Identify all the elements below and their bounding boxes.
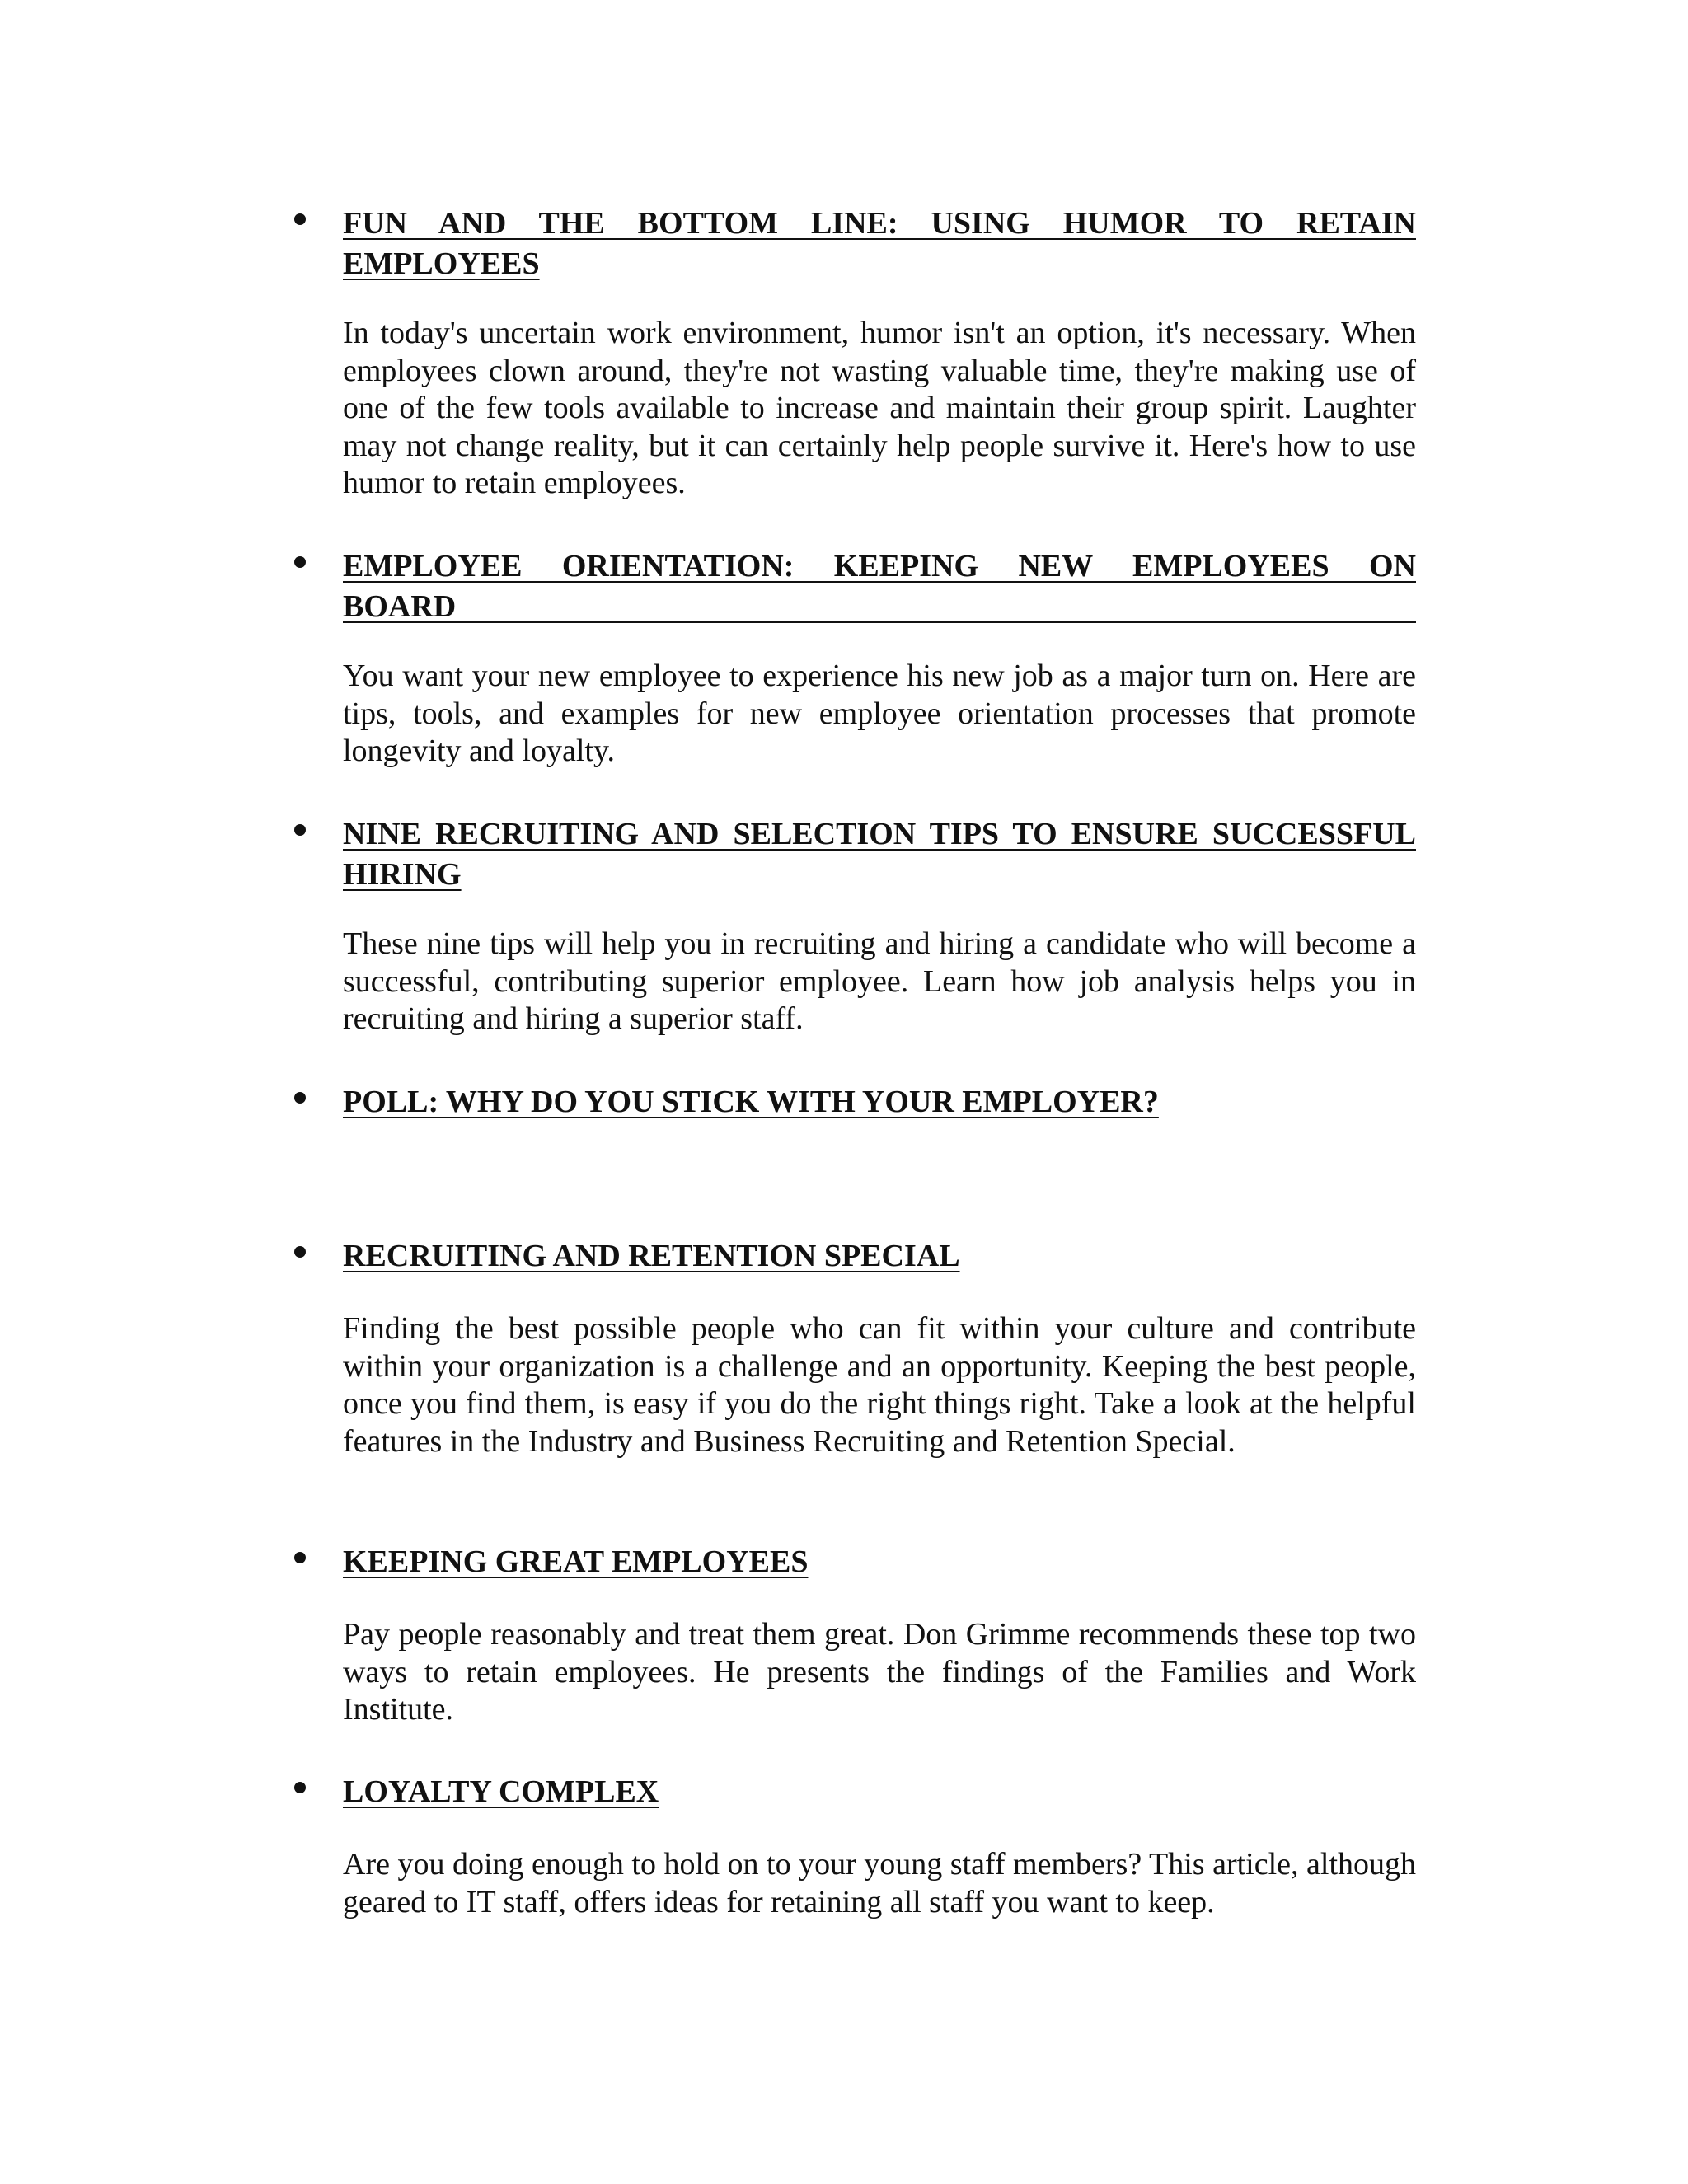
section-heading [343, 814, 1416, 895]
heading-line-1: LOYALTY COMPLEX [343, 1774, 659, 1809]
bullet-icon [294, 556, 306, 568]
heading-line-2: EMPLOYEES [343, 246, 540, 281]
heading-line-1: FUN AND THE BOTTOM LINE: USING HUMOR TO RETAIN [343, 206, 1416, 241]
heading-line-1: POLL: WHY DO YOU STICK WITH YOUR EMPLOYER? [343, 1085, 1159, 1119]
heading-line-2: HIRING [343, 857, 462, 892]
heading-line-1: EMPLOYEE ORIENTATION: KEEPING NEW EMPLOYEES ON [343, 549, 1416, 583]
bullet-icon [294, 1246, 306, 1258]
bullet-icon [294, 1552, 306, 1563]
heading-line-1: NINE RECRUITING AND SELECTION TIPS TO ENSURE SUCCESSFUL [343, 817, 1416, 851]
heading-line-1: KEEPING GREAT EMPLOYEES [343, 1544, 809, 1579]
section-heading [343, 1542, 1416, 1582]
section-heading [343, 204, 1416, 284]
section-heading [343, 1082, 1416, 1122]
section-heading [343, 1772, 1416, 1812]
bullet-icon [294, 824, 306, 836]
section-body: These nine tips will help you in recruiting and hiring a candidate who will become a successful, contributing superior employee. Learn how job analysis helps you in recruiting and hiring a superior staff. [343, 926, 1416, 1036]
heading-line-1: RECRUITING AND RETENTION SPECIAL [343, 1239, 960, 1273]
section-body: You want your new employee to experience his new job as a major turn on. Here are tips, tools, and examples for new employee orientation processes that promote longevity and loyalty. [343, 658, 1416, 768]
heading-line-2: BOARD [343, 587, 1416, 623]
section-body: Finding the best possible people who can fit within your culture and contribute within your organization is a challenge and an opportunity. Keeping the best people, once you find them, is easy if you do the right things right. Take a look at the helpful features in the Industry and Business Recruiting and Retention Special. [343, 1311, 1416, 1459]
bullet-icon [294, 1092, 306, 1104]
bullet-icon [294, 213, 306, 225]
section-body: In today's uncertain work environment, humor isn't an option, it's necessary. When employees clown around, they're not wasting valuable time, they're making use of one of the few tools available to increase and maintain their group spirit. Laughter may not change reality, but it can certainly help people survive it. Here's how to use humor to retain employees. [343, 316, 1416, 500]
section-heading [343, 1236, 1416, 1277]
section-heading [343, 546, 1416, 623]
bullet-icon [294, 1782, 306, 1793]
section-body: Are you doing enough to hold on to your young staff members? This article, although geared to IT staff, offers ideas for retaining all staff you want to keep. [343, 1847, 1416, 1919]
section-body: Pay people reasonably and treat them great. Don Grimme recommends these top two ways to retain employees. He presents the findings of the Families and Work Institute. [343, 1617, 1416, 1727]
